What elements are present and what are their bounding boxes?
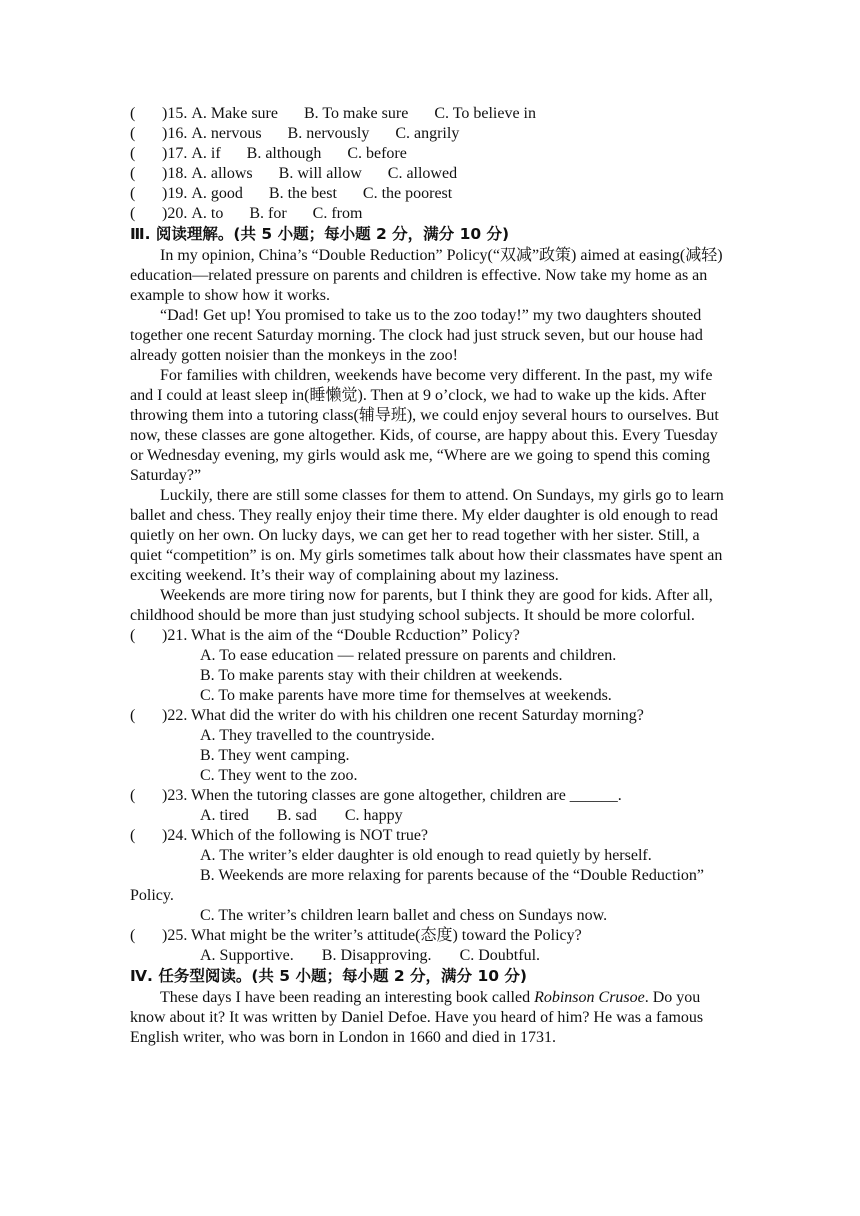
question-19 bbox=[130, 184, 730, 204]
option-a: A. if bbox=[191, 145, 221, 162]
book-title: Robinson Crusoe bbox=[534, 989, 645, 1006]
question-15 bbox=[130, 104, 730, 124]
option-a: A. The writer’s elder daughter is old enough to read quietly by herself. bbox=[200, 847, 652, 864]
answer-blank: ( bbox=[130, 105, 136, 122]
question-stem: )24. Which of the following is NOT true? bbox=[162, 827, 429, 844]
answer-blank: ( bbox=[130, 205, 136, 222]
section-3-heading: Ⅲ. 阅读理解。(共 5 小题；每小题 2 分，满分 10 分) bbox=[130, 225, 510, 243]
answer-blank: ( bbox=[130, 145, 136, 162]
answer-blank: ( bbox=[130, 787, 136, 804]
question-stem: )21. What is the aim of the “Double Rcduction” Policy? bbox=[162, 627, 520, 644]
question-22 bbox=[130, 706, 730, 726]
answer-blank: ( bbox=[130, 707, 136, 724]
answer-blank: ( bbox=[130, 827, 136, 844]
option-c: C. angrily bbox=[395, 125, 460, 142]
option-c: C. the poorest bbox=[362, 185, 453, 202]
option-a: A. good bbox=[191, 185, 243, 202]
question-stem: )22. What did the writer do with his children one recent Saturday morning? bbox=[162, 707, 644, 724]
option-c: C. from bbox=[312, 205, 363, 222]
reading-paragraph-3: For families with children, weekends have become very different. In the past, my wife and I could at least sleep in(睡懒觉). Then at 9 o’clock, we had to wake up the kids. After throwing them into a tutoring class(辅导班), we could enjoy several hours to ourselves. But now, these classes are gone altogether. Kids, of course, are happy about this. Every Tuesday or Wednesday evening, my girls would ask me, “Where are we going to spend this coming Saturday?” bbox=[130, 367, 719, 484]
option-a: A. They travelled to the countryside. bbox=[200, 727, 435, 744]
option-b: B. Weekends are more relaxing for parents because of the “Double Reduction” Policy. bbox=[130, 867, 704, 904]
task-reading-paragraph bbox=[130, 988, 730, 1048]
paragraph-text-end: . Do you know about it? It was written by Daniel Defoe. Have you heard of him? He was a famous English writer, who was born in London in 1660 and died in 1731. bbox=[130, 989, 704, 1046]
option-c: C. Doubtful. bbox=[459, 947, 541, 964]
question-stem: )23. When the tutoring classes are gone altogether, children are ______. bbox=[162, 787, 622, 804]
inline-options bbox=[130, 946, 730, 966]
answer-blank: ( bbox=[130, 165, 136, 182]
reading-paragraph-2: “Dad! Get up! You promised to take us to the zoo today!” my two daughters shouted together one recent Saturday morning. The clock had just struck seven, but our house had already gotten noisier than the monkeys in the zoo! bbox=[130, 307, 703, 364]
option-c: C. They went to the zoo. bbox=[200, 767, 358, 784]
option-a: A. Supportive. bbox=[200, 947, 294, 964]
question-18 bbox=[130, 164, 730, 184]
question-25 bbox=[130, 926, 730, 946]
question-number: )16. bbox=[162, 125, 188, 142]
question-21 bbox=[130, 626, 730, 646]
option-a: A. allows bbox=[191, 165, 253, 182]
option-a: A. Make sure bbox=[191, 105, 278, 122]
question-number: )18. bbox=[162, 165, 188, 182]
cloze-options-list bbox=[130, 104, 730, 224]
option-a: A. tired bbox=[200, 807, 249, 824]
inline-options bbox=[130, 806, 730, 826]
option-a: A. to bbox=[191, 205, 224, 222]
question-stem: )25. What might be the writer’s attitude(态度) toward the Policy? bbox=[162, 927, 582, 944]
option-b: B. sad bbox=[276, 807, 317, 824]
option-b: B. nervously bbox=[287, 125, 370, 142]
question-number: )17. bbox=[162, 145, 188, 162]
paragraph-text-start: These days I have been reading an interesting book called bbox=[160, 989, 535, 1006]
question-24 bbox=[130, 826, 730, 846]
option-a: A. nervous bbox=[191, 125, 262, 142]
question-16 bbox=[130, 124, 730, 144]
option-c: C. before bbox=[347, 145, 407, 162]
question-number: )19. bbox=[162, 185, 188, 202]
question-17 bbox=[130, 144, 730, 164]
reading-paragraph-1: In my opinion, China’s “Double Reduction” Policy(“双减”政策) aimed at easing(减轻) education—related pressure on parents and children is effective. Now take my home as an example to show how it works. bbox=[130, 247, 723, 304]
answer-blank: ( bbox=[130, 627, 136, 644]
option-c: C. To believe in bbox=[434, 105, 536, 122]
answer-blank: ( bbox=[130, 185, 136, 202]
question-20 bbox=[130, 204, 730, 224]
option-b: B. although bbox=[246, 145, 322, 162]
option-c: C. happy bbox=[344, 807, 403, 824]
worksheet-page bbox=[130, 104, 730, 1048]
option-b: B. will allow bbox=[278, 165, 362, 182]
reading-paragraph-5: Weekends are more tiring now for parents, but I think they are good for kids. After all, childhood should be more than just studying school subjects. It should be more colorful. bbox=[130, 587, 713, 624]
option-b: B. the best bbox=[268, 185, 337, 202]
option-a: A. To ease education — related pressure on parents and children. bbox=[200, 647, 617, 664]
question-number: )20. bbox=[162, 205, 188, 222]
option-b: B. They went camping. bbox=[200, 747, 350, 764]
reading-paragraph-4: Luckily, there are still some classes for them to attend. On Sundays, my girls go to learn ballet and chess. They really enjoy their time there. My elder daughter is old enough to read quietly on her own. On lucky days, we can get her to read together with her sister. Still, a quiet “competition” is on. My girls sometimes talk about how their classmates have spent an exciting weekend. It’s their way of complaining about my laziness. bbox=[130, 487, 724, 584]
option-c: C. allowed bbox=[387, 165, 458, 182]
option-c: C. To make parents have more time for themselves at weekends. bbox=[200, 687, 612, 704]
option-c: C. The writer’s children learn ballet and chess on Sundays now. bbox=[200, 907, 608, 924]
section-4-heading: Ⅳ. 任务型阅读。(共 5 小题；每小题 2 分，满分 10 分) bbox=[130, 967, 527, 985]
answer-blank: ( bbox=[130, 927, 136, 944]
question-23 bbox=[130, 786, 730, 806]
option-b: B. Disapproving. bbox=[321, 947, 432, 964]
option-b: B. To make parents stay with their children at weekends. bbox=[200, 667, 563, 684]
answer-blank: ( bbox=[130, 125, 136, 142]
option-b: B. for bbox=[249, 205, 287, 222]
option-b: B. To make sure bbox=[303, 105, 409, 122]
question-number: )15. bbox=[162, 105, 188, 122]
